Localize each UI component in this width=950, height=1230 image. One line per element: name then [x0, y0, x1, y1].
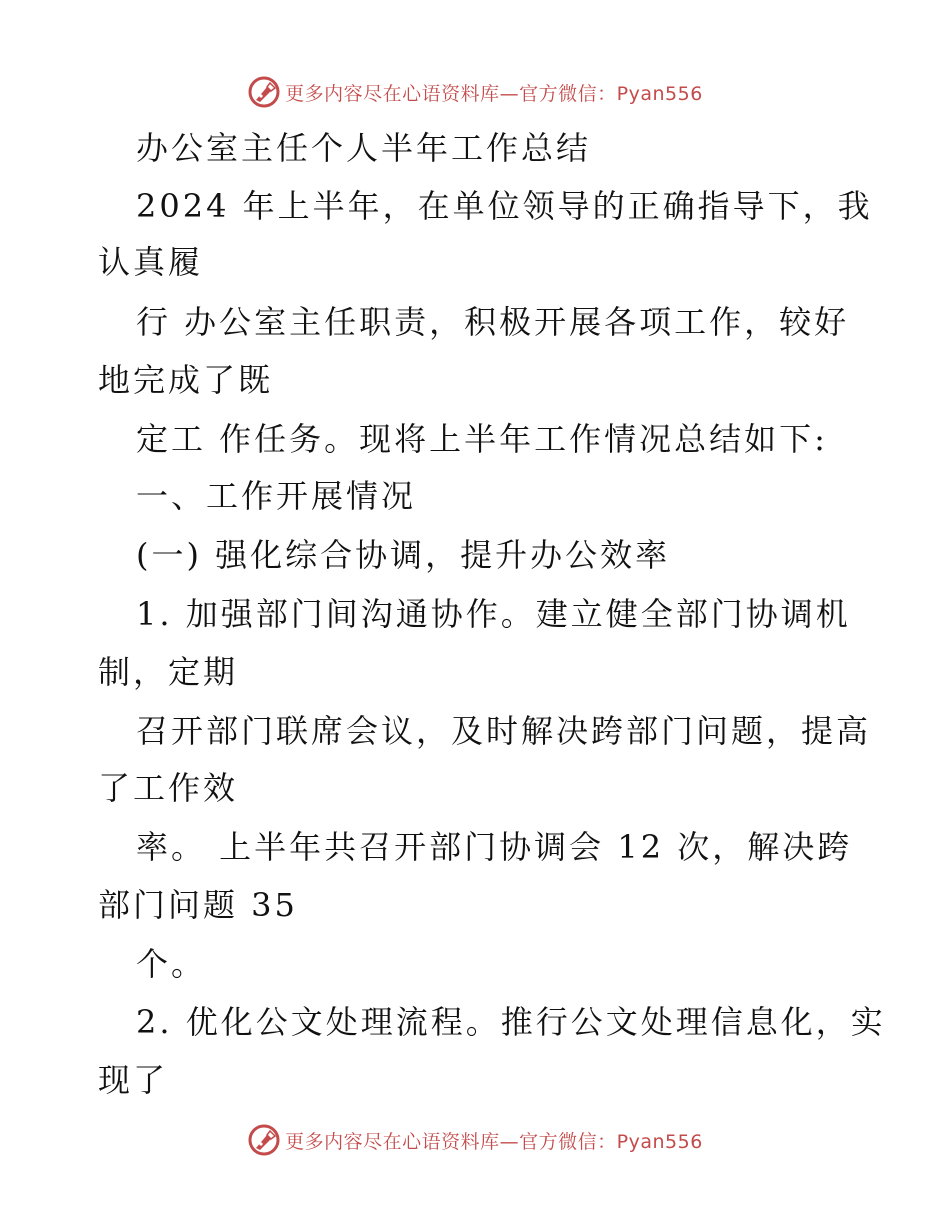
watermark-banner-bottom — [0, 1118, 950, 1162]
subsection-heading: (一) 强化综合协调，提升办公效率 — [136, 536, 671, 574]
text-line: 个。 — [136, 945, 207, 983]
text-line: 行 办公室主任职责，积极开展各项工作，较好 — [136, 303, 850, 341]
text-line: 现了 — [98, 1061, 169, 1099]
text-line: 认真履 — [98, 243, 204, 281]
text-line: 2. 优化公文处理流程。推行公文处理信息化，实 — [136, 1003, 886, 1041]
text-line: 制，定期 — [98, 653, 239, 691]
watermark-text: 更多内容尽在心语资料库—官方微信：Pyan556 — [285, 1130, 703, 1153]
text-line: 了工作效 — [98, 769, 239, 807]
pen-nib-logo-icon — [247, 1123, 281, 1157]
watermark-text: 更多内容尽在心语资料库—官方微信：Pyan556 — [285, 82, 703, 105]
text-line: 召开部门联席会议，及时解决跨部门问题，提高 — [136, 712, 872, 750]
document-title: 办公室主任个人半年工作总结 — [136, 129, 592, 167]
text-line: 1. 加强部门间沟通协作。建立健全部门协调机 — [136, 595, 851, 633]
text-line: 2024 年上半年，在单位领导的正确指导下，我 — [136, 187, 873, 225]
text-line: 部门问题 35 — [98, 886, 298, 924]
text-line: 地完成了既 — [98, 361, 274, 399]
pen-nib-logo-icon — [247, 75, 281, 109]
watermark-banner-top — [0, 70, 950, 114]
section-heading: 一、工作开展情况 — [136, 477, 417, 515]
text-line: 定工 作任务。现将上半年工作情况总结如下: — [136, 420, 828, 458]
text-line: 率。 上半年共召开部门协调会 12 次，解决跨 — [136, 828, 853, 866]
